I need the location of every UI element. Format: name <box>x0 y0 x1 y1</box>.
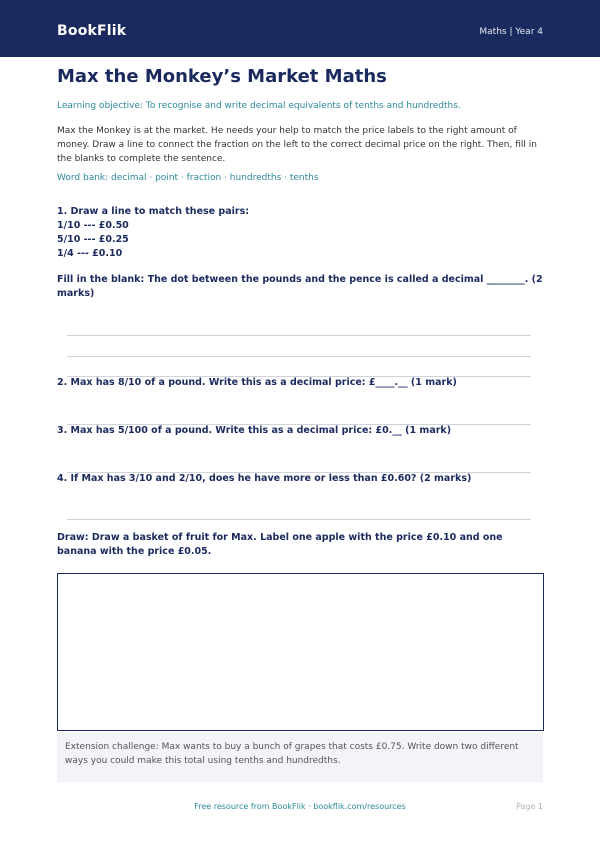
question-3: 3. Max has 5/100 of a pound. Write this as a decimal price: £0.__ (1 mark) <box>57 425 452 436</box>
answer-line[interactable] <box>67 356 531 357</box>
draw-question: Draw: Draw a basket of fruit for Max. Label one apple with the price £0.10 and one banana with the price £0.05. <box>57 532 503 557</box>
page-title: Max the Monkey’s Market Maths <box>57 66 387 87</box>
question-1-heading: 1. Draw a line to match these pairs: <box>57 206 250 217</box>
page-number: Page 1 <box>516 802 543 811</box>
match-pair-2: 5/10 --- £0.25 <box>57 234 129 245</box>
drawing-area[interactable] <box>57 573 544 731</box>
match-pair-1: 1/10 --- £0.50 <box>57 220 129 231</box>
footer-text[interactable]: Free resource from BookFlik · bookflik.com/resources <box>194 802 406 811</box>
word-bank: Word bank: decimal · point · fraction · hundredths · tenths <box>57 173 319 183</box>
answer-line[interactable] <box>67 335 531 336</box>
brand-logo[interactable]: BookFlik <box>57 23 127 39</box>
learning-objective: Learning objective: To recognise and write decimal equivalents of tenths and hundredths. <box>57 101 461 111</box>
question-2: 2. Max has 8/10 of a pound. Write this as a decimal price: £____.__ (1 mark) <box>57 377 457 388</box>
question-1 <box>57 205 249 261</box>
extension-challenge: Extension challenge: Max wants to buy a bunch of grapes that costs £0.75. Write down two different ways you could make this total using tenths and hundredths. <box>57 732 543 782</box>
subject-label: Maths | Year 4 <box>479 27 543 37</box>
fill-in-blank-question: Fill in the blank: The dot between the pounds and the pence is called a decimal ________. (2 marks) <box>57 274 543 299</box>
question-4: 4. If Max has 3/10 and 2/10, does he have more or less than £0.60? (2 marks) <box>57 473 472 484</box>
header-bar <box>0 0 600 57</box>
match-pair-3: 1/4 --- £0.10 <box>57 248 123 259</box>
answer-line[interactable] <box>67 519 531 520</box>
intro-paragraph: Max the Monkey is at the market. He needs your help to match the price labels to the right amount of money. Draw a line to connect the fraction on the left to the correct decimal price on the right. Then, fill in the blanks to complete the sentence. <box>57 126 537 164</box>
